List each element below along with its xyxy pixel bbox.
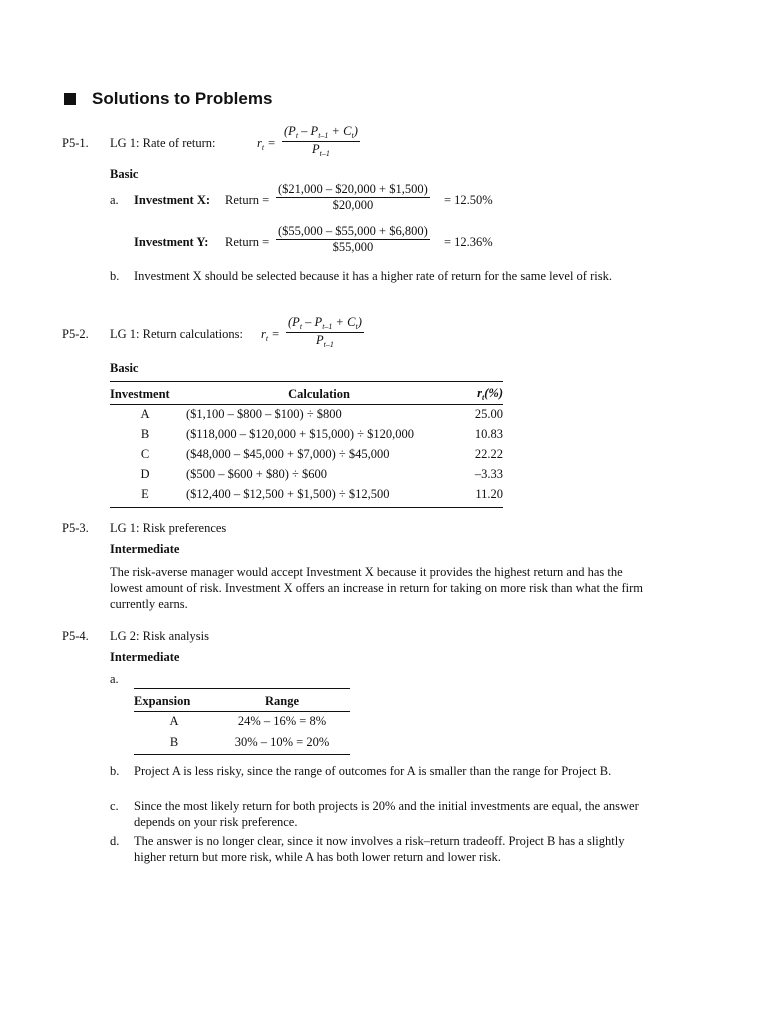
table-cell: D: [140, 466, 150, 481]
problem-number: P5-2.: [62, 327, 89, 341]
answer-text: Investment X should be selected because it has a higher rate of return for the same level of risk.: [134, 269, 612, 283]
fraction-numerator: ($55,000 – $55,000 + $6,800): [276, 225, 430, 240]
difficulty-level: Intermediate: [110, 542, 180, 556]
table-row: [134, 711, 350, 732]
table-top-rule: [110, 381, 503, 382]
column-header: Range: [264, 693, 300, 708]
column-header: Calculation: [288, 386, 350, 401]
table-cell: E: [141, 486, 149, 501]
answer-text: Since the most likely return for both projects is 20% and the initial investments are equal, the answer depends on your risk preference.: [134, 799, 639, 829]
table-row: [110, 444, 503, 464]
section-heading-text: Solutions to Problems: [92, 89, 273, 108]
investment-x-fraction: [276, 183, 430, 212]
problem-label: LG 1: Return calculations:: [110, 327, 243, 341]
column-header: $r_t(\%)$: [477, 386, 503, 402]
table-cell: ($500 – $600 + $80) ÷ $600: [186, 466, 327, 481]
answer-text: The answer is no longer clear, since it now involves a risk–return tradeoff. Project B has a slightly higher return but more risk, while A has both lower return and lower risk.: [134, 834, 625, 864]
return-calculation-formula: $\frac{(P_t - P_{t-1} + C_t)}{P_{t-1}}$: [288, 315, 362, 350]
table-row: [110, 404, 503, 424]
column-header: Investment: [110, 386, 170, 401]
fraction-denominator: $55,000: [332, 240, 374, 255]
investment-x-result: = 12.50%: [444, 193, 493, 207]
table-bottom-rule: [134, 754, 350, 755]
column-header: Expansion: [134, 693, 191, 708]
item-marker: d.: [110, 834, 120, 848]
investment-y-fraction: [276, 225, 430, 254]
section-heading: [64, 89, 272, 109]
answer-text: The risk-averse manager would accept Investment X because it provides the highest return and has the lowest amount of risk. Investment X offers an increase in return for taking on more risk than what the firm currently earns.: [110, 565, 643, 611]
item-marker: a.: [110, 193, 119, 207]
formula-lhs: $r_t$ =: [261, 327, 280, 343]
column-header-text: r: [477, 386, 483, 400]
problem-number: P5-1.: [62, 136, 89, 150]
item-marker: b.: [110, 269, 120, 283]
return-label: Return =: [225, 235, 270, 249]
square-bullet-icon: [64, 93, 76, 105]
table-cell: B: [140, 426, 150, 441]
table-cell: ($12,400 – $12,500 + $1,500) ÷ $12,500: [186, 486, 390, 501]
item-marker: c.: [110, 799, 119, 813]
table-cell: A: [140, 406, 150, 421]
investment-x-label: Investment X:: [134, 193, 211, 207]
table-cell: 11.20: [475, 486, 503, 501]
risk-range-table: [134, 691, 350, 753]
table-row: [110, 424, 503, 444]
problem-label: LG 1: Rate of return:: [110, 136, 216, 150]
table-cell: 10.83: [474, 426, 503, 441]
return-calculations-table: [110, 384, 503, 504]
table-cell: 25.00: [474, 406, 503, 421]
item-marker: a.: [110, 672, 119, 686]
answer-text: Project A is less risky, since the range of outcomes for A is smaller than the range for Project B.: [134, 764, 612, 778]
fraction-denominator: $20,000: [332, 198, 374, 213]
formula-lhs: $r_t$ =: [257, 136, 276, 152]
table-cell: ($1,100 – $800 – $100) ÷ $800: [186, 406, 342, 421]
item-marker: b.: [110, 764, 120, 778]
investment-y-result: = 12.36%: [444, 235, 493, 249]
table-row: [110, 464, 503, 484]
table-bottom-rule: [110, 507, 503, 508]
table-header-row: [110, 384, 503, 404]
table-cell: ($118,000 – $120,000 + $15,000) ÷ $120,000: [186, 426, 415, 441]
problem-label: LG 2: Risk analysis: [110, 629, 209, 643]
problem-label: LG 1: Risk preferences: [110, 521, 227, 535]
investment-y-label: Investment Y:: [134, 235, 209, 249]
table-cell: 30% – 10% = 20%: [234, 735, 330, 749]
difficulty-level: Basic: [110, 361, 139, 375]
problem-number: P5-4.: [62, 629, 89, 643]
rate-of-return-formula: $\frac{(P_t - P_{t-1} + C_t)}{P_{t-1}}$: [284, 124, 358, 159]
table-row: [110, 484, 503, 504]
difficulty-level: Intermediate: [110, 650, 180, 664]
table-cell: A: [169, 714, 179, 728]
table-cell: ($48,000 – $45,000 + $7,000) ÷ $45,000: [186, 446, 390, 461]
table-cell: 22.22: [474, 446, 503, 461]
return-label: Return =: [225, 193, 270, 207]
table-top-rule: [134, 688, 350, 689]
table-cell: B: [169, 735, 179, 749]
table-cell: 24% – 16% = 8%: [237, 714, 327, 728]
table-row: [134, 732, 350, 753]
table-header-row: [134, 691, 350, 711]
problem-number: P5-3.: [62, 521, 89, 535]
table-cell: C: [140, 446, 150, 461]
table-cell: –3.33: [474, 466, 503, 481]
fraction-numerator: ($21,000 – $20,000 + $1,500): [276, 183, 430, 198]
difficulty-level: Basic: [110, 167, 139, 181]
